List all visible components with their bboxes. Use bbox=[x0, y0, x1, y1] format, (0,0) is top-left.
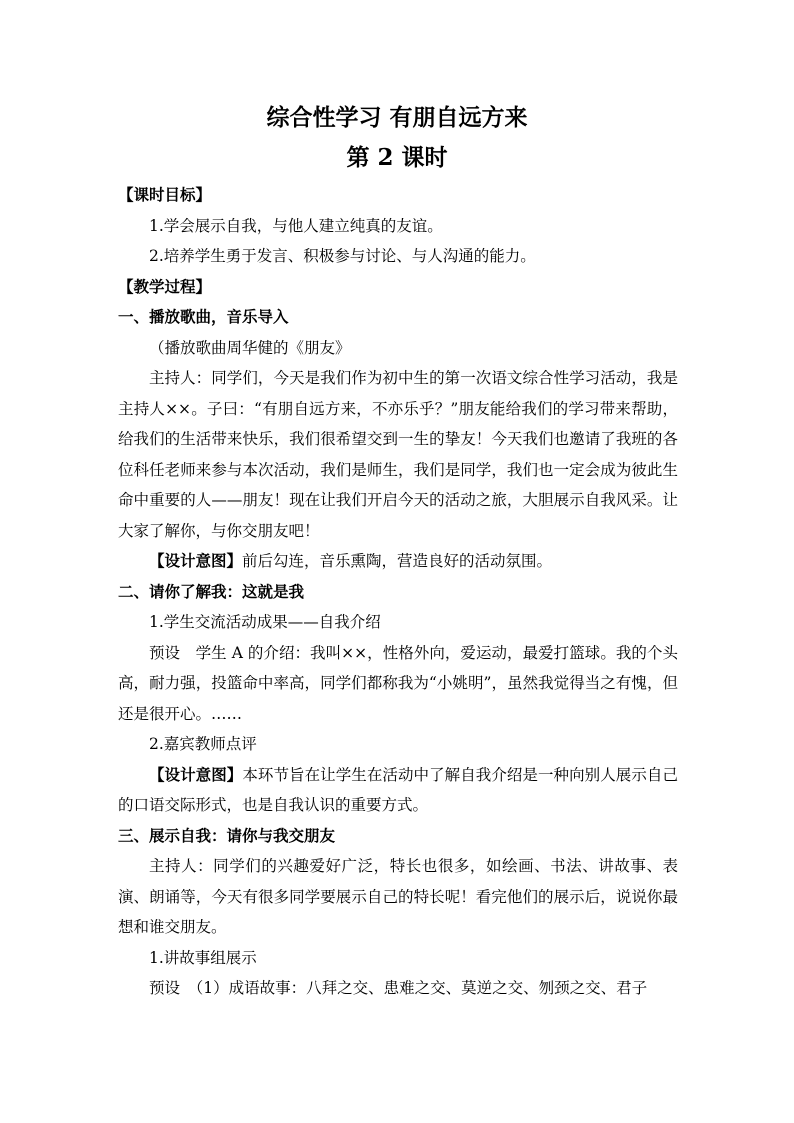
part1-intent-paragraph bbox=[118, 546, 678, 577]
document-title: 综合性学习 有朋自远方来 bbox=[266, 104, 528, 131]
part1-note: （播放歌曲周华健的《朋友》 bbox=[149, 338, 351, 357]
lesson-subtitle: 第 2 课时 bbox=[346, 144, 448, 171]
process-heading: 【教学过程】 bbox=[118, 276, 212, 296]
part2-item-1: 1.学生交流活动成果——自我介绍 bbox=[149, 613, 381, 631]
objective-2: 2.培养学生勇于发言、积极参与讨论、与人沟通的能力。 bbox=[149, 247, 536, 265]
part1-heading: 一、播放歌曲，音乐导入 bbox=[118, 307, 289, 326]
part1-host-paragraph: 主持人：同学们，今天是我们作为初中生的第一次语文综合性学习活动，我是主持人××。子曰：“有朋自远方来，不亦乐乎？”朋友能给我们的学习带来帮助，给我们的生活带来快乐，我们很希望交到一生的挚友！今天我们也邀请了我班的各位科任老师来参与本次活动，我们是师生，我们是同学，我们也一定会成为彼此生命中重要的人——朋友！现在让我们开启今天的活动之旅，大胆展示自我风采。让大家了解你，与你交朋友吧！ bbox=[118, 369, 678, 540]
part1-intent-text: 前后勾连，音乐熏陶，营造良好的活动氛围。 bbox=[242, 552, 553, 570]
objective-1: 1.学会展示自我，与他人建立纯真的友谊。 bbox=[149, 216, 443, 235]
part3-heading: 三、展示自我：请你与我交朋友 bbox=[118, 825, 336, 845]
part3-host-paragraph: 主持人：同学们的兴趣爱好广泛，特长也很多，如绘画、书法、讲故事、表演、朗诵等，今天有很多同学要展示自己的特长呢！看完他们的展示后，说说你最想和谁交朋友。 bbox=[118, 857, 678, 936]
design-intent-label: 【设计意图】 bbox=[149, 764, 243, 784]
document-body bbox=[118, 180, 678, 1004]
part2-preset-paragraph: 预设 学生 A 的介绍：我叫××，性格外向，爱运动，最爱打篮球。我的个头高，耐力强，投篮命中率高，同学们都称我为“小姚明”，虽然我觉得当之有愧，但还是很开心。…… bbox=[118, 643, 678, 723]
part2-intent-text: 本环节旨在让学生在活动中了解自我介绍是一种向别人展示自己的口语交际形式，也是自我认识的重要方式。 bbox=[118, 765, 678, 814]
objectives-heading: 【课时目标】 bbox=[118, 185, 212, 204]
part2-heading: 二、请你了解我：这就是我 bbox=[118, 581, 305, 601]
part3-item-1: 1.讲故事组展示 bbox=[149, 948, 257, 967]
design-intent-label: 【设计意图】 bbox=[149, 551, 243, 570]
part2-item-2: 2.嘉宾教师点评 bbox=[149, 735, 257, 753]
part2-intent-paragraph bbox=[118, 760, 678, 821]
part3-preset-paragraph: 预设 （1）成语故事：八拜之交、患难之交、莫逆之交、刎颈之交、君子 bbox=[149, 979, 648, 997]
